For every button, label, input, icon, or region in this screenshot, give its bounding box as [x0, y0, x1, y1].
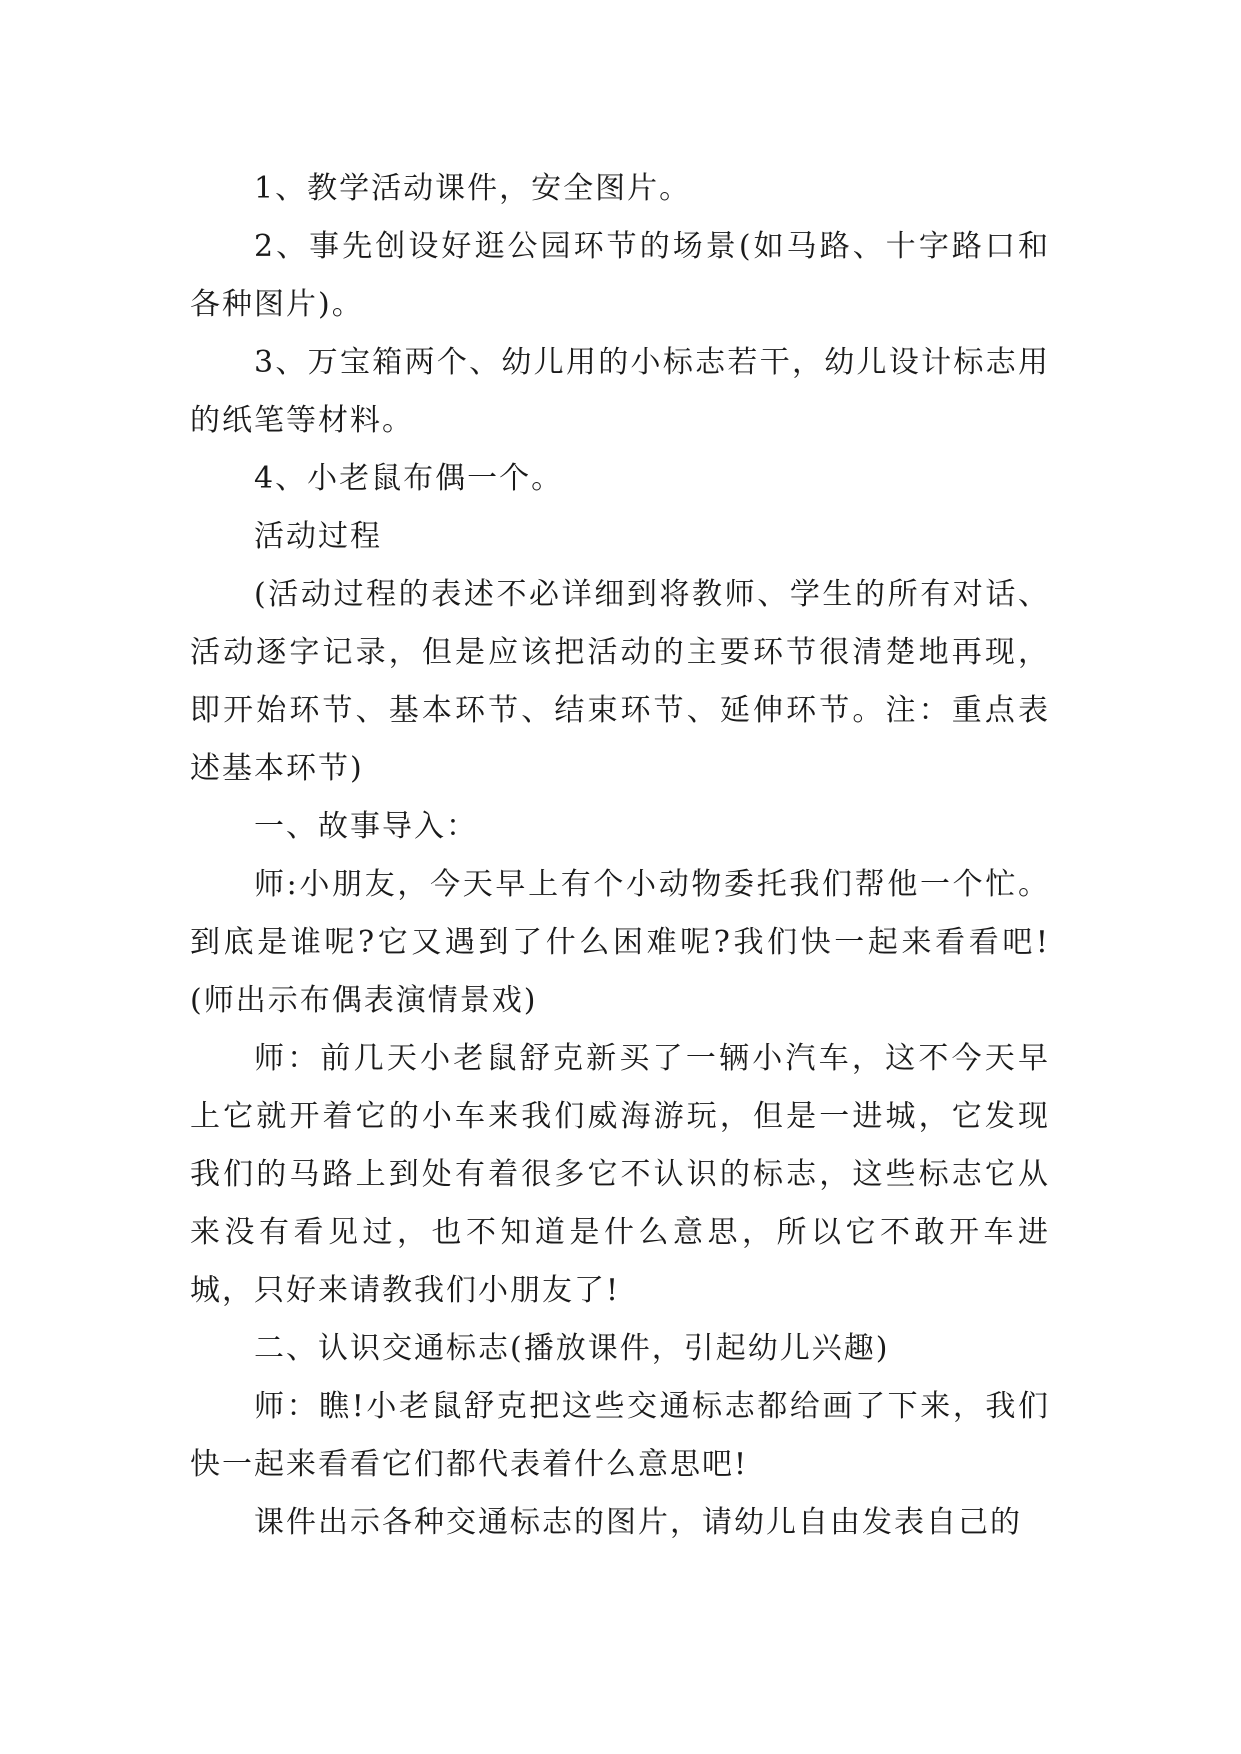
- paragraph-materials-4: 4、小老鼠布偶一个。: [254, 461, 564, 496]
- paragraph-teacher-line-1: 师:小朋友，今天早上有个小动物委托我们帮他一个忙。到底是谁呢?它又遇到了什么困难呢?我们快一起来看看吧!(师出示布偶表演情景戏): [190, 867, 1050, 1018]
- paragraph-materials-1: 1、教学活动课件，安全图片。: [254, 171, 692, 206]
- paragraph-process-note: (活动过程的表述不必详细到将教师、学生的所有对话、活动逐字记录，但是应该把活动的主要环节很清楚地再现，即开始环节、基本环节、结束环节、延伸环节。注：重点表述基本环节): [190, 577, 1050, 786]
- section-heading-traffic-signs: 二、认识交通标志(播放课件，引起幼儿兴趣): [254, 1331, 890, 1366]
- paragraph-materials-2: 2、事先创设好逛公园环节的场景(如马路、十字路口和各种图片)。: [190, 229, 1050, 322]
- document-body: [190, 160, 1050, 1552]
- paragraph-courseware: 课件出示各种交通标志的图片，请幼儿自由发表自己的: [254, 1505, 1022, 1540]
- section-heading-activity-process: 活动过程: [254, 519, 382, 554]
- paragraph-teacher-line-3: 师：瞧!小老鼠舒克把这些交通标志都给画了下来，我们快一起来看看它们都代表着什么意思吧!: [190, 1389, 1050, 1482]
- section-heading-story-intro: 一、故事导入：: [254, 809, 478, 844]
- paragraph-materials-3: 3、万宝箱两个、幼儿用的小标志若干，幼儿设计标志用的纸笔等材料。: [190, 345, 1050, 438]
- paragraph-teacher-line-2: 师：前几天小老鼠舒克新买了一辆小汽车，这不今天早上它就开着它的小车来我们威海游玩，但是一进城，它发现我们的马路上到处有着很多它不认识的标志，这些标志它从来没有看见过，也不知道是什么意思，所以它不敢开车进城，只好来请教我们小朋友了!: [190, 1041, 1050, 1308]
